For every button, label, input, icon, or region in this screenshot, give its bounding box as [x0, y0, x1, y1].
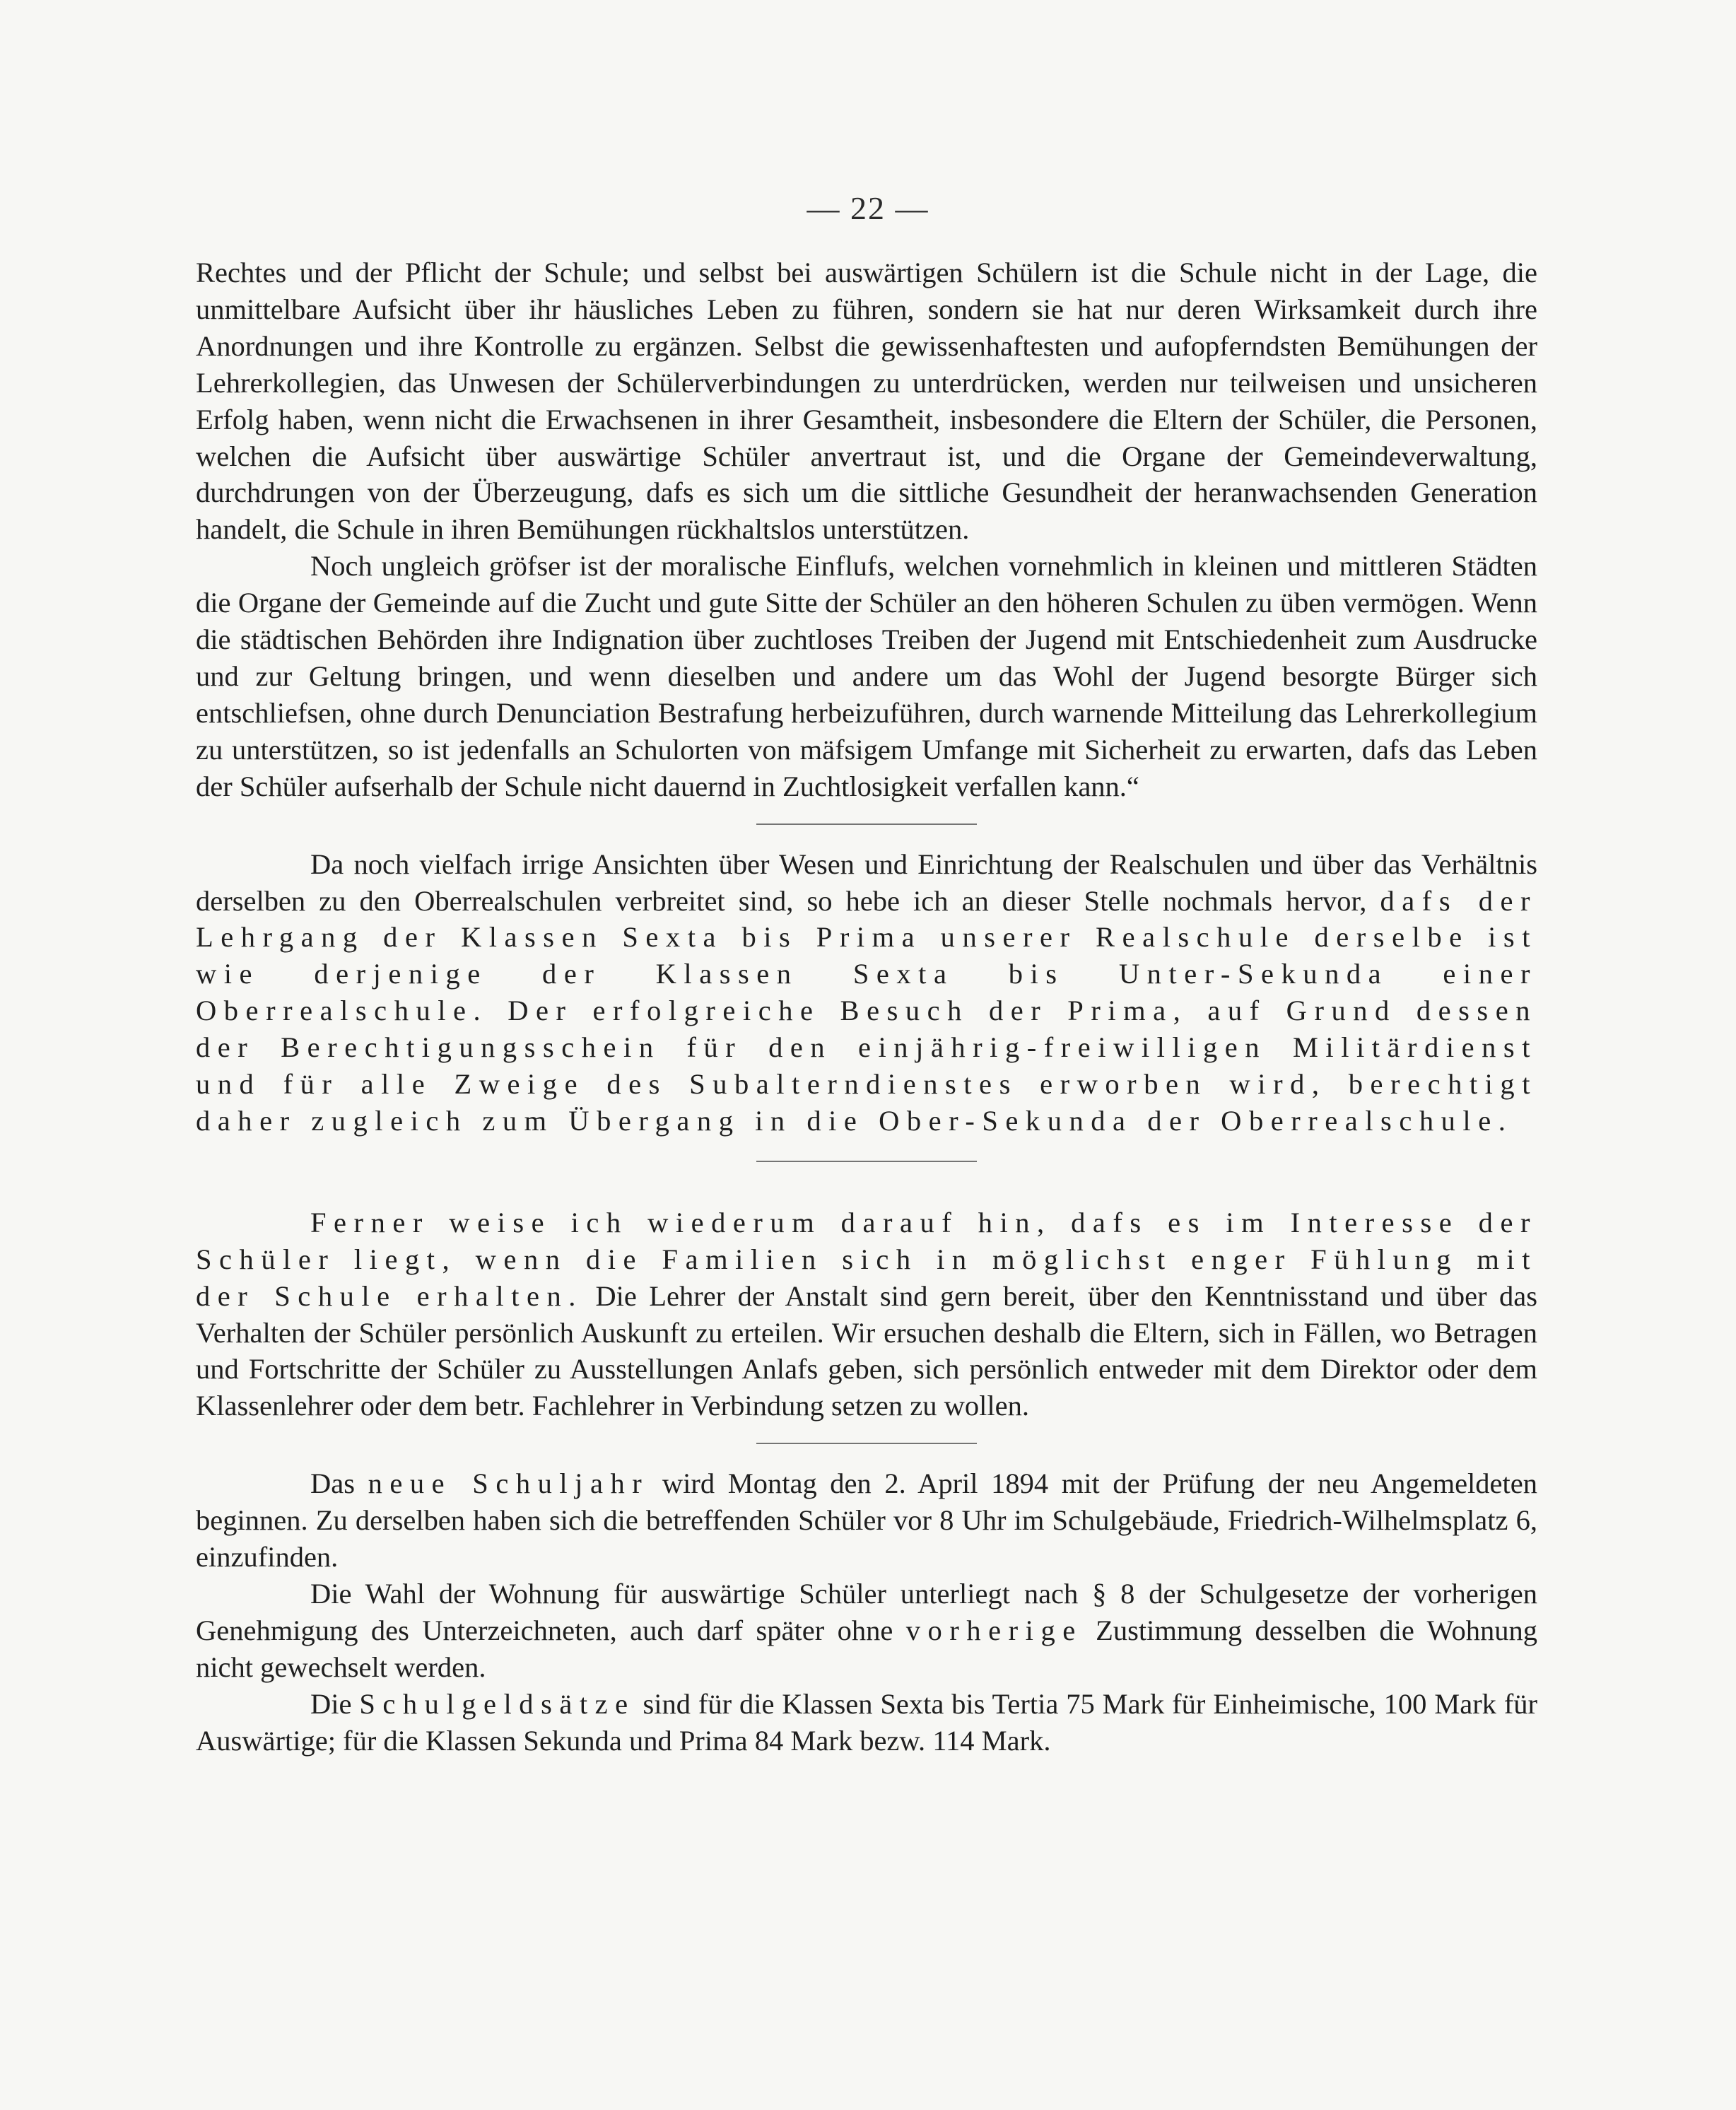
section-divider	[756, 1443, 977, 1444]
paragraph-familien	[196, 1205, 1537, 1424]
text-run: Die Wahl der Wohnung für auswärtige Schüler unterliegt nach § 8 der Schulgesetze der vorherigen Genehmigung des Unterzeichneten, auch darf später ohne	[196, 1578, 1537, 1646]
paragraph-realschule	[196, 846, 1537, 1139]
emphasis-schulgeldsaetze: Schulgeldsätze	[359, 1687, 635, 1720]
text-run: Das	[310, 1467, 355, 1500]
page-number: — 22 —	[807, 190, 929, 226]
paragraph-1: Rechtes und der Pflicht der Schule; und selbst bei auswärtigen Schülern ist die Schule nicht in der Lage, die unmittelbare Aufsicht über ihr häusliches Leben zu führen, sondern sie hat nur deren Wirksamkeit durch ihre Anordnungen und ihre Kontrolle zu ergänzen. Selbst die gewissenhaftesten und aufopferndsten Bemühungen der Lehrerkollegien, das Unwesen der Schülerverbindungen zu unterdrücken, werden nur teilweisen und unsicheren Erfolg haben, wenn nicht die Erwachsenen in ihrer Gesamtheit, insbesondere die Eltern der Schüler, die Personen, welchen die Aufsicht über auswärtige Schüler anvertraut ist, und die Organe der Gemeindeverwaltung, durchdrungen von der Überzeugung, dafs es sich um die sittliche Gesundheit der heranwachsenden Generation handelt, die Schule in ihren Bemühungen rückhaltslos unterstützen.	[196, 257, 1537, 546]
text-run: Zustimmung desselben die Wohnung nicht gewechselt werden.	[196, 1614, 1538, 1683]
emphasis-vorherige: vorherige	[905, 1614, 1083, 1646]
section-divider	[756, 1161, 977, 1162]
text-run: sind für die Klassen Sexta bis Tertia 75 Mark für Einheimische, 100 Mark für Auswärtige; für die Klassen Sekunda und Prima 84 Mark bezw. 114 Mark.	[196, 1687, 1537, 1757]
emphasis-neues-schuljahr: neue Schuljahr	[368, 1467, 650, 1500]
body-text	[196, 254, 1537, 1759]
paragraph-wohnung	[196, 1576, 1537, 1686]
text-run: wird Montag den 2. April 1894 mit der Prüfung der neu Angemeldeten beginnen. Zu derselben haben sich die betreffenden Schüler vor 8 Uhr im Schulgebäude, Friedrich-Wilhelmsplatz 6, einzufinden.	[196, 1467, 1538, 1573]
section-divider	[756, 824, 977, 825]
paragraph-realschule-emphasis: dafs der Lehrgang der Klassen Sexta bis Prima unserer Realschule derselbe ist wie derjenige der Klassen Sexta bis Unter-Sekunda einer Oberrealschule. Der erfolgreiche Besuch der Prima, auf Grund dessen der Berechtigungsschein für den einjährig-freiwilligen Militärdienst und für alle Zweige des Subalterndienstes erworben wird, berechtigt daher zugleich zum Übergang in die Ober-Sekunda der Oberrealschule.	[196, 884, 1538, 1137]
paragraph-2: Noch ungleich gröfser ist der moralische Einflufs, welchen vornehmlich in kleinen und mittleren Städten die Organe der Gemeinde auf die Zucht und gute Sitte der Schüler an den höheren Schulen zu üben vermögen. Wenn die städtischen Behörden ihre Indignation über zuchtloses Treiben der Jugend mit Entschiedenheit zum Ausdrucke und zur Geltung bringen, und wenn dieselben und andere um das Wohl der Jugend besorgte Bürger sich entschliefsen, ohne durch Denunciation Bestrafung herbeizuführen, durch warnende Mitteilung das Lehrerkollegium zu unterstützen, so ist jedenfalls an Schulorten von mäfsigem Umfange mit Sicherheit zu erwarten, dafs das Leben der Schüler aufserhalb der Schule nicht dauernd in Zuchtlosigkeit verfallen kann.“	[196, 550, 1537, 802]
paragraph-schulgeld	[196, 1686, 1537, 1759]
paragraph-realschule-intro: Da noch vielfach irrige Ansichten über Wesen und Einrichtung der Realschulen und über das Verhältnis derselben zu den Oberrealschulen verbreitet sind, so hebe ich an dieser Stelle nochmals hervor,	[196, 848, 1537, 917]
text-run: Die	[310, 1687, 352, 1720]
paragraph-familien-emphasis: Ferner weise ich wiederum darauf hin, dafs es im Interesse der Schüler liegt, wenn die Familien sich in möglichst enger Fühlung mit der Schule erhalten.	[196, 1206, 1537, 1312]
paragraph-schuljahr	[196, 1465, 1537, 1576]
paragraph-familien-rest: Die Lehrer der Anstalt sind gern bereit, über den Kenntnisstand und über das Verhalten der Schüler persönlich Auskunft zu erteilen. Wir ersuchen deshalb die Eltern, sich in Fällen, wo Betragen und Fortschritte der Schüler zu Ausstellungen Anlafs geben, sich persönlich entweder mit dem Direktor oder dem Klassenlehrer oder dem betr. Fachlehrer in Verbindung setzen zu wollen.	[196, 1279, 1537, 1422]
